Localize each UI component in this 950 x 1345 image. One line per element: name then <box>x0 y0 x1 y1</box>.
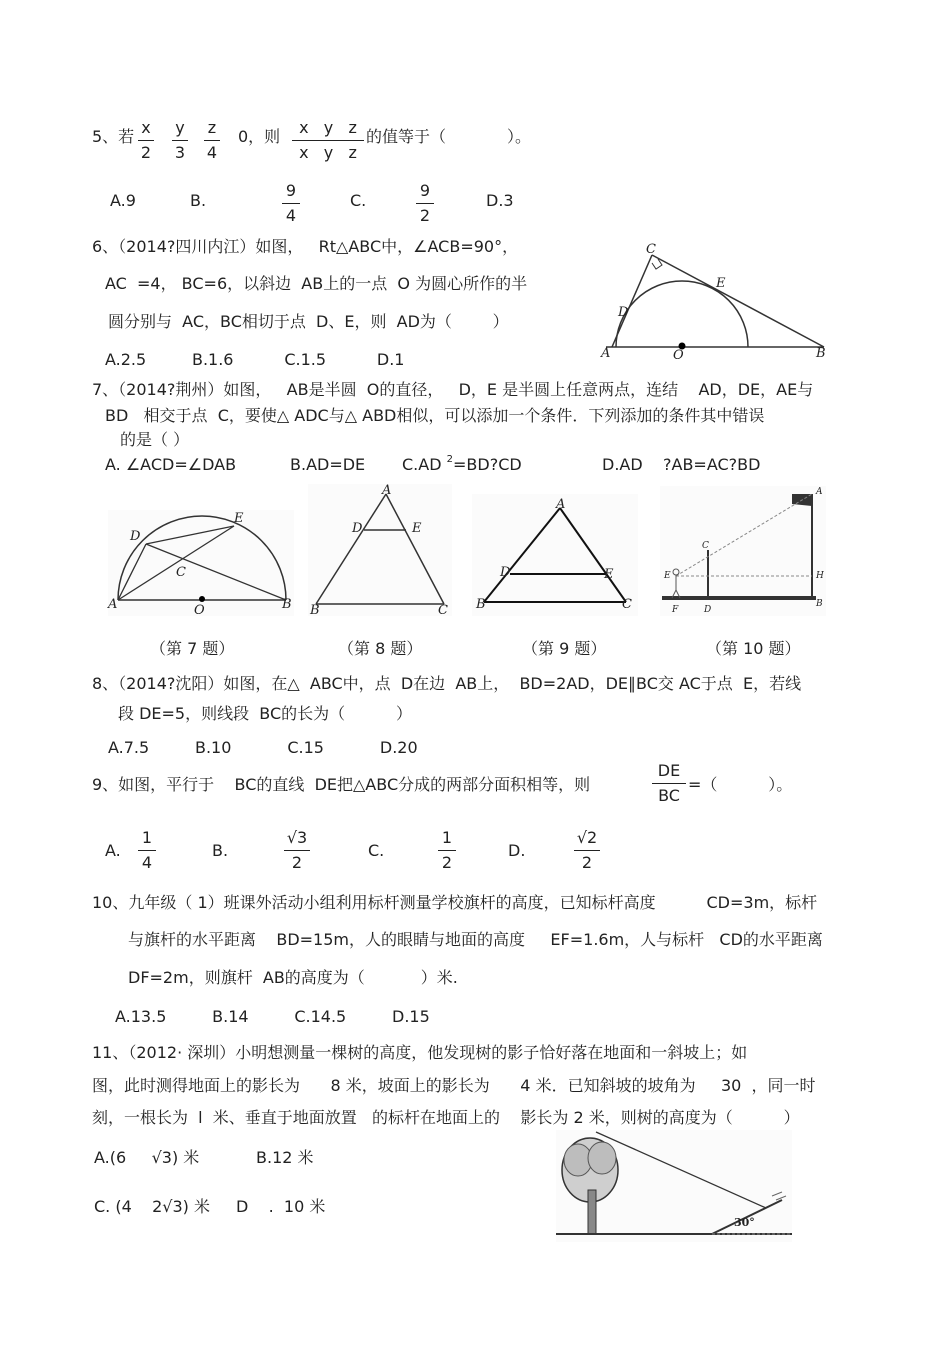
q9-option-a: A. <box>105 841 121 860</box>
q5-option-d: D.3 <box>486 191 514 210</box>
svg-text:A: A <box>382 483 392 498</box>
svg-text:E: E <box>412 521 422 536</box>
q11-line3: 刻，一根长为 l 米、垂直于地面放置 的标杆在地面上的 影长为 2 米，则树的高度为（ ） <box>92 1108 800 1127</box>
q9-option-c: C. <box>368 841 385 860</box>
svg-text:D: D <box>352 521 363 536</box>
q9-frac-de-bc: DE BC <box>652 760 686 807</box>
q5-option-b-frac: 9 4 <box>282 180 300 227</box>
q8-line1: 8、（2014?沈阳）如图，在△ ABC中，点 D在边 AB上， BD=2AD，DE∥BC交 AC于点 E，若线 <box>92 674 802 693</box>
q10-line3: DF=2m，则旗杆 AB的高度为（ ）米. <box>128 968 458 987</box>
q6-line3: 圆分别与 AC，BC相切于点 D、E，则 AD为（ ） <box>108 312 509 331</box>
q5-option-c-frac: 9 2 <box>416 180 434 227</box>
svg-text:B: B <box>282 597 292 612</box>
q10-options: A.13.5 B.14 C.14.5 D.15 <box>115 1007 430 1026</box>
svg-text:D: D <box>704 605 712 615</box>
q7-line3: 的是（ ） <box>120 430 190 449</box>
svg-text:D: D <box>130 529 141 544</box>
q11-line1: 11、（2012· 深圳）小明想测量一棵树的高度，他发现树的影子恰好落在地面和一斜坡上；如 <box>92 1043 748 1062</box>
q11-option-b: B.12 米 <box>256 1148 314 1167</box>
figure-q6 <box>600 243 830 361</box>
q5-frac-y3: y 3 <box>172 117 188 164</box>
q9-option-b-frac: √3 2 <box>284 827 310 874</box>
q6-line2: AC =4， BC=6，以斜边 AB上的一点 O 为圆心所作的半 <box>105 274 528 293</box>
q9-option-c-frac: 1 2 <box>438 827 456 874</box>
svg-text:D: D <box>500 565 511 580</box>
svg-text:F: F <box>672 605 679 615</box>
q11-option-c: C. (4 2√3) 米 <box>94 1197 210 1216</box>
q9-option-b: B. <box>212 841 229 860</box>
q11-line2: 图，此时测得地面上的影长为 8 米，坡面上的影长为 4 米．已知斜坡的坡角为 30 ，同一时 <box>92 1076 816 1095</box>
figure-q10 <box>660 486 826 616</box>
q8-options: A.7.5 B.10 C.15 D.20 <box>108 738 418 757</box>
caption-q10: （第 10 题） <box>706 639 801 658</box>
figure-q11 <box>556 1130 792 1242</box>
q6-line1: 6、（2014?四川内江）如图， Rt△ABC中，∠ACB=90°， <box>92 237 519 256</box>
q11-option-a: A.(6 √3) 米 <box>94 1148 200 1167</box>
q7-option-d: D.AD ?AB=AC?BD <box>602 455 761 474</box>
svg-text:B: B <box>816 346 826 361</box>
svg-text:A: A <box>816 487 823 497</box>
q5-option-b: B. <box>190 191 207 210</box>
q5-frac-z4: z 4 <box>204 117 220 164</box>
q5-option-c: C. <box>350 191 367 210</box>
q5-prefix: 5、若 <box>92 127 135 146</box>
q7-option-c: C.AD $^2$=BD?CD <box>402 454 522 474</box>
figure-q8 <box>308 484 452 616</box>
q5-option-a: A.9 <box>110 191 136 210</box>
q5-frac-x2: x 2 <box>138 117 154 164</box>
q9-tail: =（ ）。 <box>688 775 793 794</box>
q7-line1: 7、（2014?荆州）如图， AB是半圆 O的直径， D，E 是半圆上任意两点，连结 AD，DE，AE与 <box>92 380 814 399</box>
q9-option-d: D. <box>508 841 526 860</box>
svg-text:E: E <box>664 571 671 581</box>
q9-option-d-frac: √2 2 <box>574 827 600 874</box>
svg-text:O: O <box>194 603 205 618</box>
svg-text:A: A <box>108 597 118 612</box>
svg-text:C: C <box>622 597 632 612</box>
svg-text:O: O <box>673 348 684 363</box>
figure-q7 <box>108 510 294 616</box>
q5-frac-sum: x y z x y z <box>292 117 364 164</box>
q10-line2: 与旗杆的水平距离 BD=15m，人的眼睛与地面的高度 EF=1.6m，人与标杆 CD的水平距离 <box>128 930 823 949</box>
q7-line2: BD 相交于点 C，要使△ ADC与△ ABD相似，可以添加一个条件．下列添加的条件其中错误 <box>105 406 765 425</box>
figure-q9 <box>472 494 638 616</box>
svg-text:A: A <box>601 346 611 361</box>
svg-text:30°: 30° <box>734 1216 755 1229</box>
svg-text:E: E <box>234 511 244 526</box>
caption-q8: （第 8 题） <box>338 639 423 658</box>
q6-options: A.2.5 B.1.6 C.1.5 D.1 <box>105 350 405 369</box>
caption-q9: （第 9 题） <box>522 639 607 658</box>
svg-text:H: H <box>816 571 824 581</box>
q5-mid: 0，则 <box>238 127 281 146</box>
svg-text:E: E <box>604 567 614 582</box>
q7-option-a: A. ∠ACD=∠DAB <box>105 455 237 474</box>
q8-line2: 段 DE=5，则线段 BC的长为（ ） <box>118 704 413 723</box>
svg-text:A: A <box>556 497 566 512</box>
svg-text:B: B <box>816 599 823 609</box>
svg-text:B: B <box>310 603 320 618</box>
q10-line1: 10、九年级（ 1）班课外活动小组利用标杆测量学校旗杆的高度，已知标杆高度 CD=3m，标杆 <box>92 893 818 912</box>
q7-option-b: B.AD=DE <box>290 455 366 474</box>
q9-line1: 9、如图，平行于 BC的直线 DE把△ABC分成的两部分面积相等，则 <box>92 775 591 794</box>
svg-text:B: B <box>476 597 486 612</box>
svg-text:C: C <box>176 565 186 580</box>
svg-text:E: E <box>716 276 726 291</box>
svg-text:D: D <box>618 305 629 320</box>
svg-text:C: C <box>702 541 709 551</box>
svg-text:C: C <box>438 603 448 618</box>
caption-q7: （第 7 题） <box>150 639 235 658</box>
q5-suffix: 的值等于（ ）。 <box>366 127 532 146</box>
svg-text:C: C <box>646 242 656 257</box>
q11-option-d: D . 10 米 <box>236 1197 326 1216</box>
q9-option-a-frac: 1 4 <box>138 827 156 874</box>
